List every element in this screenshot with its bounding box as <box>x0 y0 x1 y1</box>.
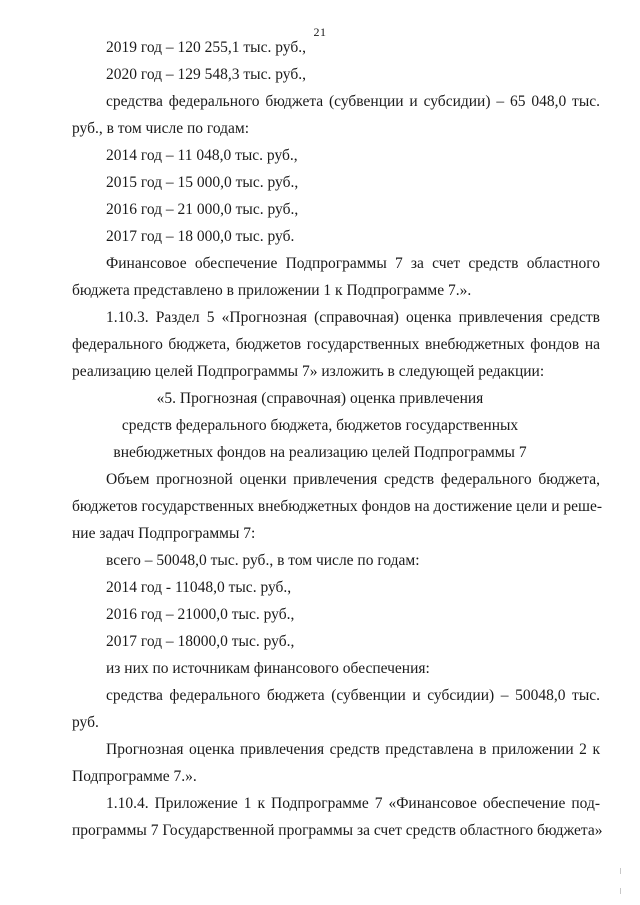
section-heading-line: средств федерального бюджета, бюджетов государственных <box>121 417 519 434</box>
text-line: 2016 год – 21000,0 тыс. руб., <box>106 606 295 623</box>
text-line: 2015 год – 15 000,0 тыс. руб., <box>106 174 299 191</box>
text-line: реализацию целей Подпрограммы 7» изложить в следующей редакции: <box>72 363 545 380</box>
text-line: 2017 год – 18 000,0 тыс. руб. <box>106 228 295 245</box>
text-line: 1.10.4. Приложение 1 к Подпрограмме 7 «Финансовое обеспечение под- <box>106 795 600 812</box>
text-line: ние задач Подпрограммы 7: <box>72 525 256 542</box>
text-line: Финансовое обеспечение Подпрограммы 7 за счет средств областного <box>106 255 600 272</box>
text-line: 1.10.3. Раздел 5 «Прогнозная (справочная) оценка привлечения средств <box>106 309 600 326</box>
text-line: Объем прогнозной оценки привлечения средств федерального бюджета, <box>106 471 600 488</box>
text-line: из них по источникам финансового обеспечения: <box>106 660 430 677</box>
text-line: 2016 год – 21 000,0 тыс. руб., <box>106 201 299 218</box>
text-line: средства федерального бюджета (субвенции и субсидии) – 50048,0 тыс. <box>106 687 600 704</box>
text-line: бюджета представлено в приложении 1 к Подпрограмме 7.». <box>72 282 472 299</box>
text-line: бюджетов государственных внебюджетных фондов на достижение цели и реше- <box>72 498 602 515</box>
text-line: средства федерального бюджета (субвенции и субсидии) – 65 048,0 тыс. <box>106 93 600 110</box>
text-line: руб., в том числе по годам: <box>72 120 250 137</box>
section-heading-line: «5. Прогнозная (справочная) оценка привлечения <box>156 390 484 407</box>
text-line: 2017 год – 18000,0 тыс. руб., <box>106 633 295 650</box>
text-line: федерального бюджета, бюджетов государственных внебюджетных фондов на <box>72 336 600 353</box>
text-line: Прогнозная оценка привлечения средств представлена в приложении 2 к <box>106 741 600 758</box>
text-line: 2014 год - 11048,0 тыс. руб., <box>106 579 292 596</box>
scan-artifact-mark <box>620 868 621 874</box>
text-line: руб. <box>72 714 99 731</box>
text-line: 2014 год – 11 048,0 тыс. руб., <box>106 147 298 164</box>
scan-artifact-mark <box>620 888 621 894</box>
text-line: Подпрограмме 7.». <box>72 768 197 785</box>
text-line: всего – 50048,0 тыс. руб., в том числе по годам: <box>106 552 420 569</box>
text-line: программы 7 Государственной программы за счет средств областного бюджета» <box>72 822 603 839</box>
text-line: 2019 год – 120 255,1 тыс. руб., <box>106 39 306 56</box>
page-number: 21 <box>313 25 327 39</box>
section-heading-line: внебюджетных фондов на реализацию целей Подпрограммы 7 <box>113 444 527 461</box>
text-line: 2020 год – 129 548,3 тыс. руб., <box>106 66 306 83</box>
